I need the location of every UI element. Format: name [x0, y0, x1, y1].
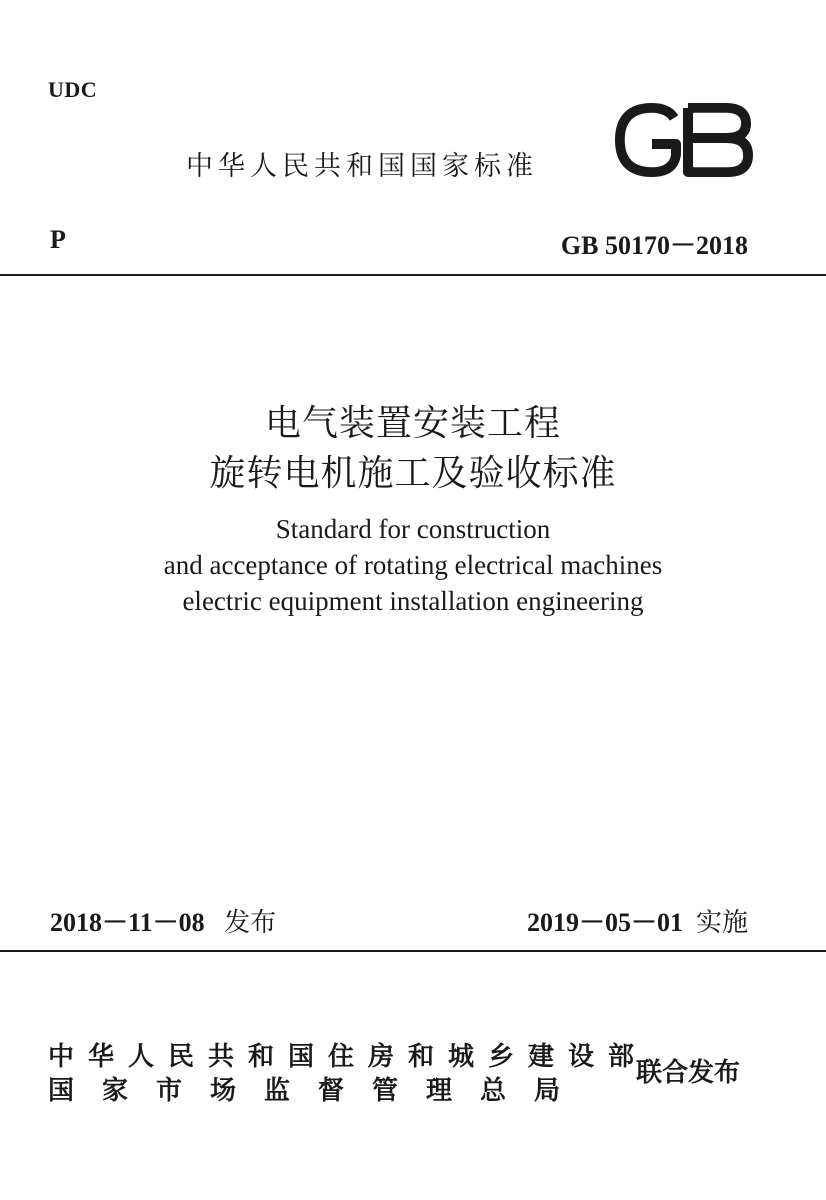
issue-date-block: [50, 902, 276, 939]
issuer-line2: 国家市场监督管理总局: [48, 1076, 589, 1106]
title-cn-line2: 旋转电机施工及验收标准: [209, 453, 617, 494]
title-en-line1: Standard for construction: [275, 514, 551, 544]
title-en-line2: and acceptance of rotating electrical machines: [163, 550, 663, 580]
issuer-line1: 中华人民共和国住房和城乡建设部: [48, 1042, 649, 1072]
title-cn-line1: 电气装置安装工程: [264, 403, 561, 444]
issue-date: 2018－11－08: [50, 908, 205, 937]
national-standard-label: 中华人民共和国国家标准: [186, 151, 538, 182]
title-en-line3: electric equipment installation engineering: [182, 586, 644, 616]
standard-number: GB 50170－2018: [560, 231, 748, 260]
joint-issue-label: 联合发布: [636, 1058, 741, 1088]
gb-logo-icon: [608, 100, 754, 180]
issue-label: 发布: [224, 908, 277, 938]
udc-label: UDC: [48, 77, 98, 102]
effective-date-block: [527, 902, 748, 939]
category-code: P: [50, 225, 66, 254]
footer-divider: [0, 950, 826, 952]
effective-label: 实施: [695, 908, 748, 938]
effective-date: 2019－05－01: [526, 908, 683, 937]
header-divider: [0, 274, 826, 276]
